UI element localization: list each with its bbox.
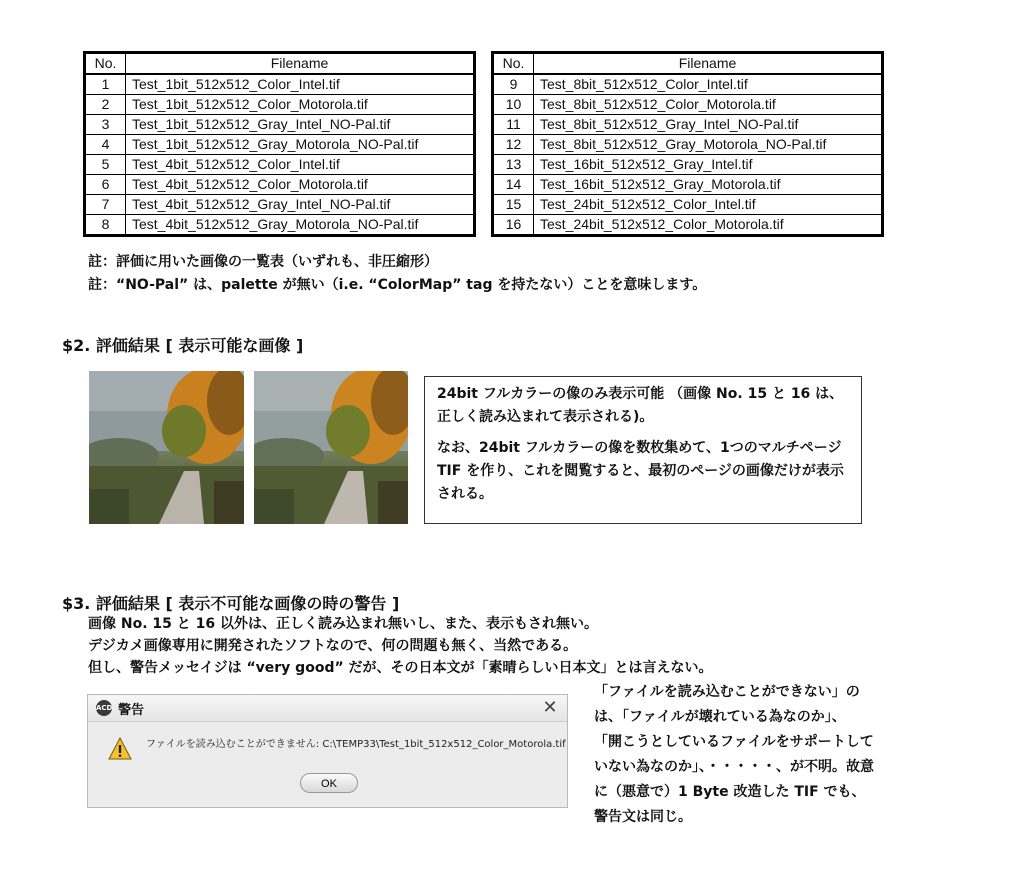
row-filename: Test_4bit_512x512_Gray_Motorola_NO-Pal.tif [126,215,475,236]
row-number: 5 [85,155,126,175]
row-filename: Test_4bit_512x512_Color_Motorola.tif [126,175,475,195]
table-row [493,95,883,115]
row-number: 13 [493,155,534,175]
table-row [493,135,883,155]
row-filename: Test_16bit_512x512_Gray_Intel.tif [534,155,883,175]
table-row [85,135,475,155]
row-filename: Test_4bit_512x512_Gray_Intel_NO-Pal.tif [126,195,475,215]
commentary-line: いない為なのか」、・・・・・、が不明。故意 [594,759,874,775]
row-number: 7 [85,195,126,215]
app-logo-icon: ACD [96,700,112,716]
row-number: 2 [85,95,126,115]
row-filename: Test_24bit_512x512_Color_Motorola.tif [534,215,883,236]
file-table-right-body [493,74,883,236]
warning-triangle-icon [108,737,132,761]
row-number: 15 [493,195,534,215]
section-3-line-3: 但し、警告メッセイジは “very good” だが、その日本文が「素晴らしい日本文」とは言えない。 [88,660,713,676]
row-filename: Test_1bit_512x512_Gray_Motorola_NO-Pal.tif [126,135,475,155]
table-row [493,195,883,215]
table-row [493,115,883,135]
note-1: 註：評価に用いた画像の一覧表（いずれも、非圧縮形） [88,254,438,270]
row-filename: Test_1bit_512x512_Color_Intel.tif [126,74,475,95]
commentary-line: に（悪意で）1 Byte 改造した TIF でも、 [594,784,866,800]
row-filename: Test_8bit_512x512_Gray_Intel_NO-Pal.tif [534,115,883,135]
table-row [85,115,475,135]
table-row [85,215,475,236]
note-2: 註：“NO-Pal” は、palette が無い（i.e. “ColorMap” tag を持たない）ことを意味します。 [88,277,707,293]
dialog-title: 警告 [118,703,145,718]
table-row [493,155,883,175]
row-filename: Test_8bit_512x512_Color_Intel.tif [534,74,883,95]
row-filename: Test_16bit_512x512_Gray_Motorola.tif [534,175,883,195]
file-table-left [83,51,476,237]
commentary-line: 「開こうとしているファイルをサポートして [594,734,874,750]
header-no: No. [85,53,126,75]
close-icon[interactable]: ✕ [542,697,558,718]
row-filename: Test_1bit_512x512_Color_Motorola.tif [126,95,475,115]
file-table-right [491,51,884,237]
table-row [85,95,475,115]
dialog-message: ファイルを読み込むことができません: C:\TEMP33\Test_1bit_512x512_Color_Motorola.tif [146,739,566,750]
commentary-line: 「ファイルを読み込むことができない」の [594,684,860,700]
display-result-text-2: なお、24bit フルカラーの像を数枚集めて、1つのマルチページ TIF を作り、これを閲覧すると、最初のページの画像だけが表示される。 [437,440,844,502]
display-result-text-1: 24bit フルカラーの像のみ表示可能 （画像 No. 15 と 16 は、正しく読み込まれて表示される)。 [437,386,844,425]
photo-thumbnail-1 [89,371,244,524]
row-number: 14 [493,175,534,195]
row-filename: Test_4bit_512x512_Color_Intel.tif [126,155,475,175]
row-number: 10 [493,95,534,115]
row-number: 6 [85,175,126,195]
section-3-line-1: 画像 No. 15 と 16 以外は、正しく読み込まれ無いし、また、表示もされ無い。 [88,616,598,632]
display-result-box [424,376,862,524]
ok-button[interactable]: OK [300,773,358,793]
table-row [85,155,475,175]
row-number: 3 [85,115,126,135]
section-2-title: $2. 評価結果 [ 表示可能な画像 ] [62,336,304,355]
row-filename: Test_24bit_512x512_Color_Intel.tif [534,195,883,215]
table-row [493,215,883,236]
commentary-line: は、「ファイルが壊れている為なのか」、 [594,709,846,725]
file-table-left-body [85,74,475,236]
row-number: 9 [493,74,534,95]
header-filename: Filename [534,53,883,75]
row-number: 4 [85,135,126,155]
section-3-line-2: デジカメ画像専用に開発されたソフトなので、何の問題も無く、当然である。 [88,638,578,654]
table-row [85,175,475,195]
table-row [493,175,883,195]
photo-thumbnail-2 [254,371,408,524]
warning-commentary [594,680,874,830]
header-filename: Filename [126,53,475,75]
row-number: 8 [85,215,126,236]
table-row [493,74,883,95]
warning-dialog [87,694,568,808]
row-filename: Test_1bit_512x512_Gray_Intel_NO-Pal.tif [126,115,475,135]
commentary-line: 警告文は同じ。 [594,809,692,825]
row-number: 11 [493,115,534,135]
section-3-title: $3. 評価結果 [ 表示不可能な画像の時の警告 ] [62,594,400,613]
dialog-titlebar [88,695,567,722]
table-row [85,74,475,95]
row-number: 1 [85,74,126,95]
row-filename: Test_8bit_512x512_Gray_Motorola_NO-Pal.tif [534,135,883,155]
row-number: 16 [493,215,534,236]
header-no: No. [493,53,534,75]
row-filename: Test_8bit_512x512_Color_Motorola.tif [534,95,883,115]
row-number: 12 [493,135,534,155]
table-row [85,195,475,215]
